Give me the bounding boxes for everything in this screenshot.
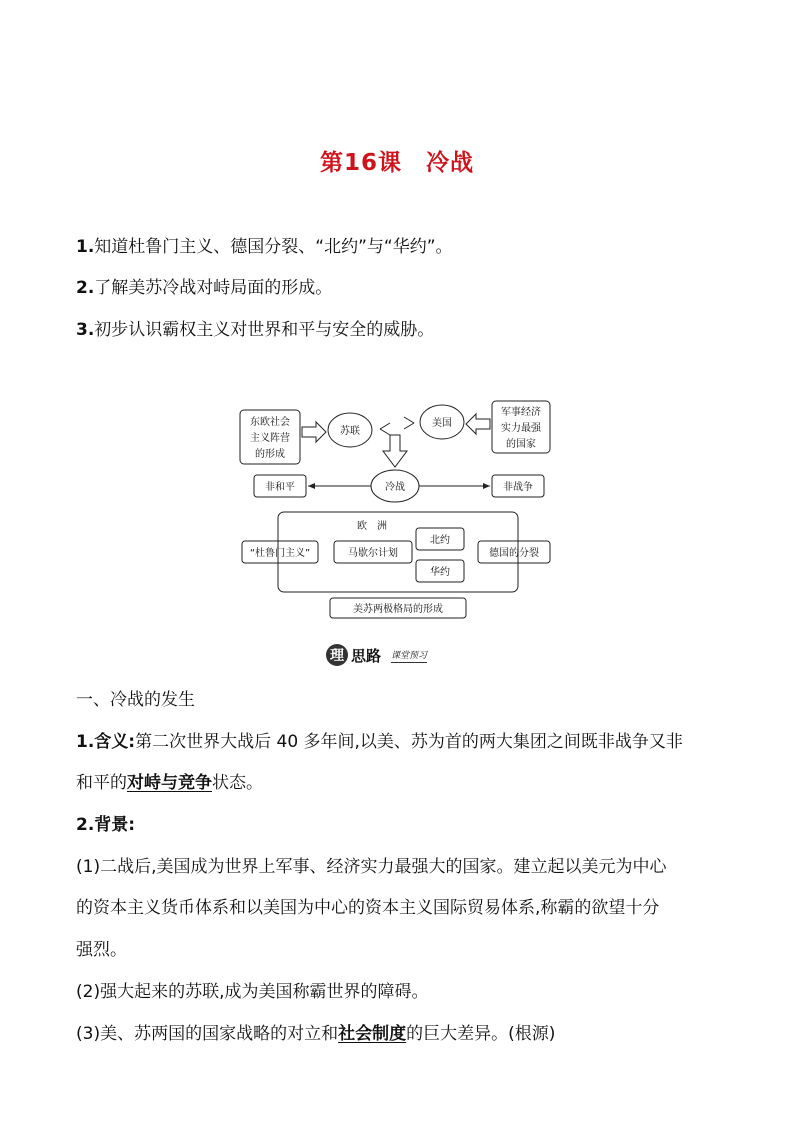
- warsaw-label: 华约: [430, 567, 450, 578]
- background-1-line-2: 的资本主义货币体系和以美国为中心的资本主义国际贸易体系,称霸的欲望十分: [76, 898, 660, 918]
- logo-mark: 理: [326, 644, 348, 666]
- not-war-label: 非战争: [503, 482, 533, 493]
- strongest-label-2: 实力最强: [501, 423, 541, 434]
- paragraph-1-line-2: 和平的对峙与竞争状态。: [76, 773, 263, 793]
- east-europe-label-2: 主义阵营: [250, 433, 290, 444]
- paragraph-2-label: 2.背景:: [76, 815, 136, 835]
- key-term-confrontation: 对峙与竞争: [127, 773, 212, 793]
- background-2: (2)强大起来的苏联,成为美国称霸世界的障碍。: [76, 982, 429, 1002]
- section-heading: 一、冷战的发生: [76, 690, 195, 710]
- not-peace-label: 非和平: [265, 482, 295, 493]
- logo-sub: 课堂预习: [391, 648, 427, 663]
- lesson-topic: 冷战: [426, 150, 474, 176]
- strongest-label-1: 军事经济: [501, 407, 541, 418]
- background-1-line-1: (1)二战后,美国成为世界上军事、经济实力最强大的国家。建立起以美元为中心: [76, 857, 667, 877]
- page-title: [0, 144, 794, 177]
- east-europe-label-1: 东欧社会: [250, 417, 290, 428]
- hollow-arrow-down: [383, 435, 407, 467]
- clash-left: [380, 423, 390, 429]
- europe-label: 欧 洲: [357, 521, 387, 532]
- hollow-arrow-right: [466, 414, 490, 434]
- objective-1: 1.知道杜鲁门主义、德国分裂、“北约”与“华约”。: [76, 237, 453, 257]
- usa-label: 美国: [432, 418, 452, 429]
- paragraph-1-line-1: 1.含义:第二次世界大战后 40 多年间,以美、苏为首的两大集团之间既非战争又非: [76, 732, 683, 752]
- concept-diagram: [230, 395, 541, 625]
- hollow-arrow-left: [302, 422, 326, 442]
- ussr-label: 苏联: [340, 426, 360, 437]
- nato-label: 北约: [430, 535, 450, 546]
- background-3: (3)美、苏两国的国家战略的对立和社会制度的巨大差异。(根源): [76, 1024, 556, 1044]
- east-europe-label-3: 的形成: [255, 449, 285, 460]
- strongest-label-3: 的国家: [506, 439, 536, 450]
- bipolar-label: 美苏两极格局的形成: [353, 604, 443, 615]
- logo-main: 思路: [351, 646, 382, 665]
- cold-war-label: 冷战: [385, 482, 405, 493]
- truman-label: “杜鲁门主义”: [249, 548, 311, 559]
- clash-right-2: [404, 423, 414, 429]
- germany-label: 德国的分裂: [489, 548, 539, 559]
- clash-right: [404, 417, 414, 423]
- clash-left-2: [380, 429, 390, 435]
- marshall-label: 马歇尔计划: [348, 548, 398, 559]
- background-1-line-3: 强烈。: [76, 940, 127, 960]
- objective-2: 2.了解美苏冷战对峙局面的形成。: [76, 278, 333, 298]
- lesson-number: 第16课: [319, 150, 402, 176]
- key-term-social-system: 社会制度: [338, 1024, 407, 1044]
- objective-3: 3.初步认识霸权主义对世界和平与安全的威胁。: [76, 320, 435, 340]
- framework-box: [278, 512, 518, 592]
- section-logo: [326, 644, 427, 666]
